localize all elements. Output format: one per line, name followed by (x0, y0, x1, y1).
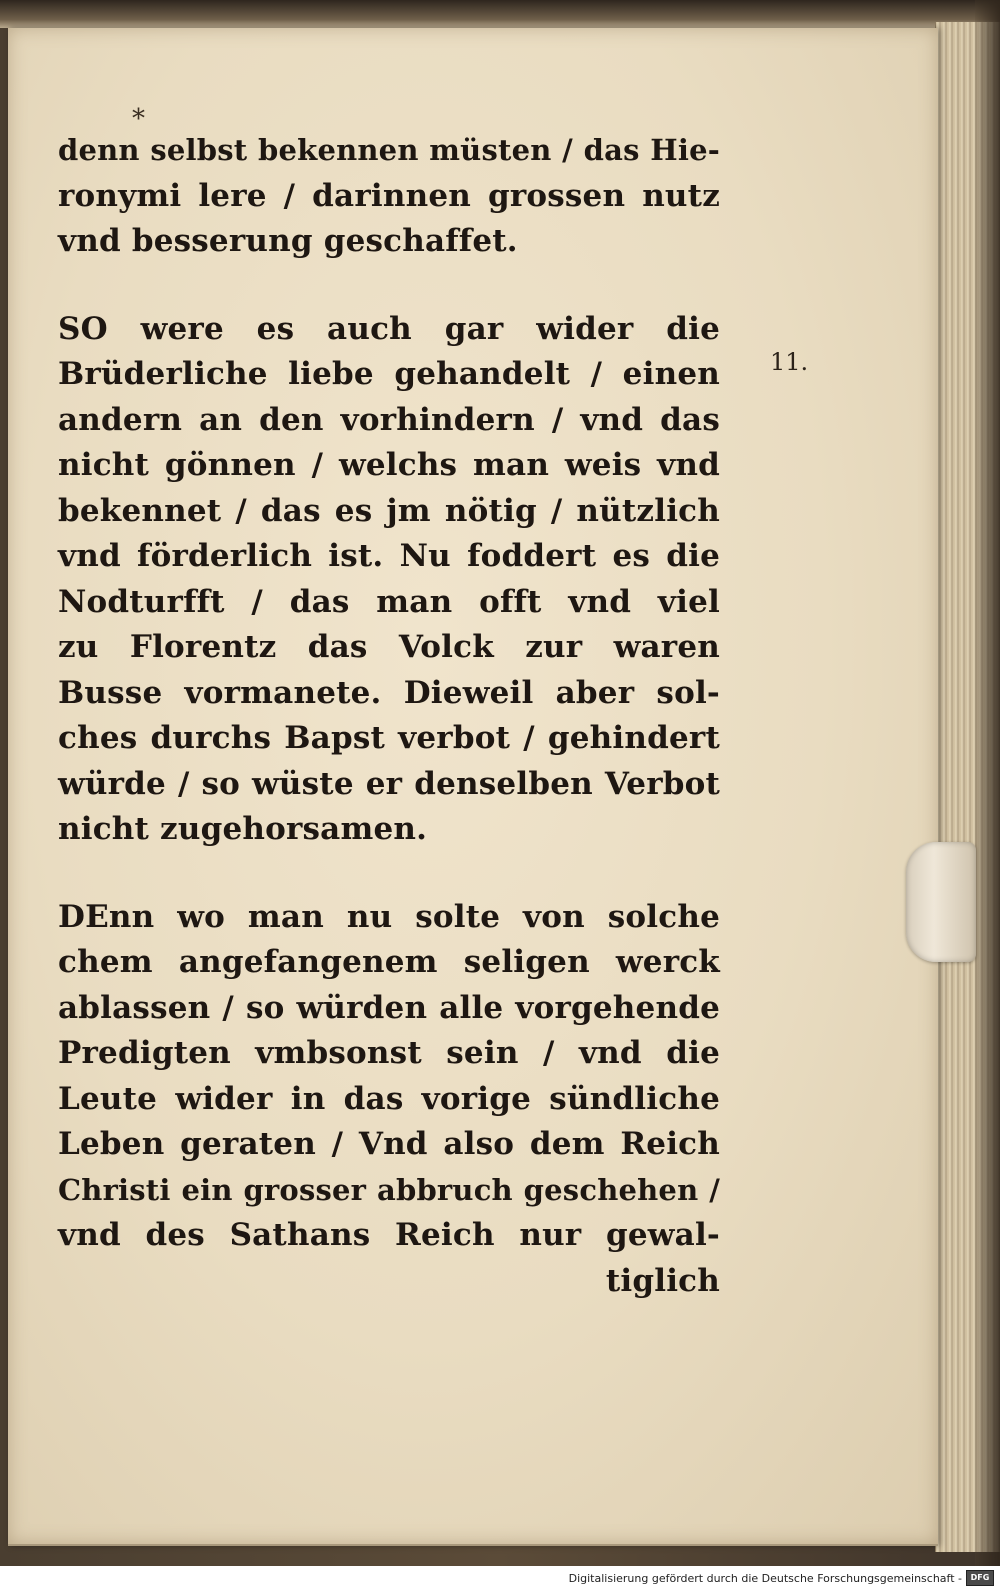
dfg-logo: DFG (966, 1570, 994, 1586)
text-line: vnd des Sathans Reich nur gewal- (58, 1217, 720, 1253)
text-line: SO were es auch gar wider die (58, 310, 720, 347)
footer-credit: Digitalisierung gefördert durch die Deutsche Forschungsgemeinschaft - (568, 1571, 962, 1585)
text-line: nicht gönnen / welchs man weis vnd (58, 447, 720, 483)
margin-note: 11. (770, 348, 809, 376)
page-text (58, 128, 720, 1304)
book-top-edge (0, 0, 1000, 28)
printer-mark: * (132, 104, 145, 134)
text-line: nicht zugehorsamen. (58, 811, 428, 847)
text-line: vnd förderlich ist. Nu foddert es die (58, 538, 720, 574)
page-stack-shadow (975, 0, 1000, 1566)
text-line: chem angefangenem seligen werck (58, 944, 720, 980)
text-line: zu Florentz das Volck zur waren (58, 629, 720, 665)
text-line: Busse vormanete. Dieweil aber sol- (58, 674, 720, 711)
text-line: bekennet / das es jm nötig / nützlich (58, 492, 720, 529)
text-line: Nodturfft / das man offt vnd viel (58, 583, 720, 620)
text-line: Leute wider in das vorige sündliche (58, 1080, 720, 1117)
text-line: würde / so wüste er denselben Verbot (58, 765, 720, 802)
text-line: andern an den vorhindern / vnd das (58, 401, 720, 438)
text-line: DEnn wo man nu solte von solche (58, 898, 720, 935)
paragraph-1 (58, 128, 720, 265)
text-line: denn selbst bekennen müsten / das Hie- (58, 133, 720, 167)
text-line: Christi ein grosser abbruch geschehen / (58, 1172, 720, 1207)
paragraph-3 (58, 895, 720, 1305)
text-line: ches durchs Bapst verbot / gehindert (58, 720, 720, 756)
book-clasp (906, 842, 976, 962)
text-line: Leben geraten / Vnd also dem Reich (58, 1126, 720, 1162)
text-line: ablassen / so würden alle vorgehende (58, 989, 720, 1026)
paragraph-2 (58, 307, 720, 853)
footer-bar (0, 1566, 1000, 1590)
text-line: vnd besserung geschaffet. (58, 223, 518, 259)
text-line: Predigten vmbsonst sein / vnd die (58, 1035, 720, 1071)
text-line: ronymi lere / darinnen grossen nutz (58, 177, 720, 214)
text-line: Brüderliche liebe gehandelt / einen (58, 356, 720, 392)
catchword: tiglich (605, 1262, 720, 1299)
